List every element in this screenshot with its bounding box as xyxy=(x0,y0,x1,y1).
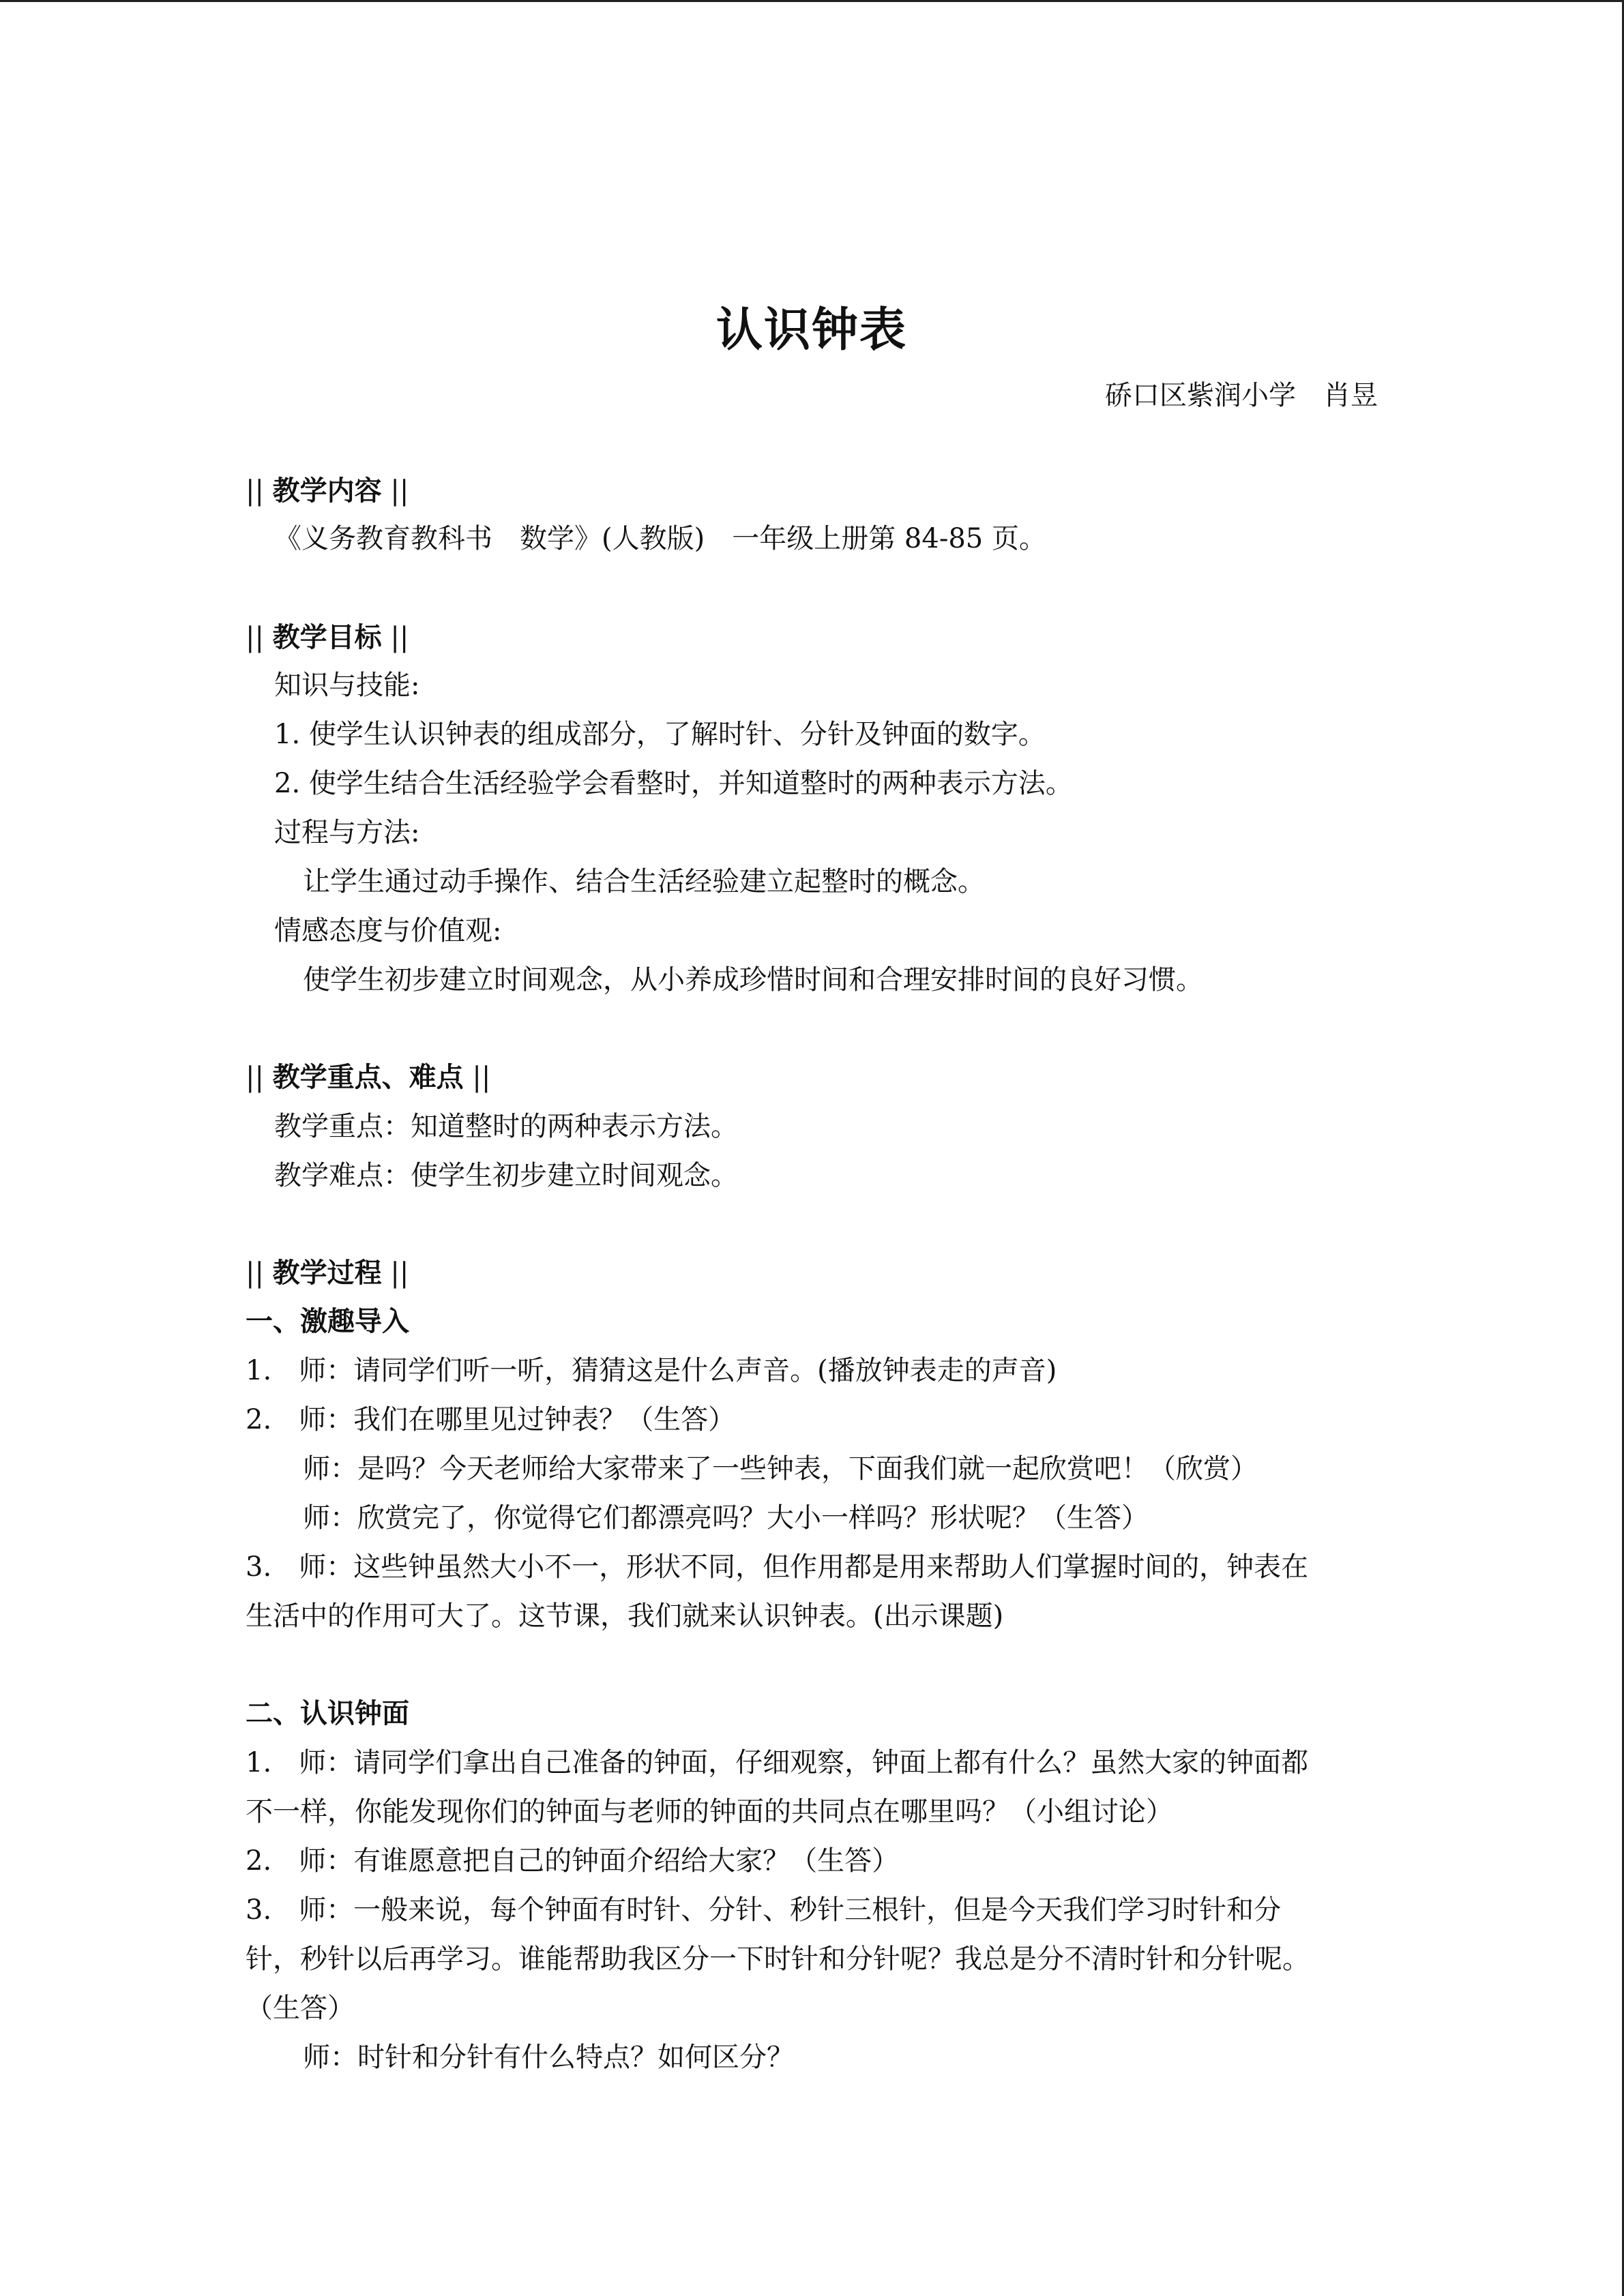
part2-item-3a: 3. 师：一般来说，每个钟面有时针、分针、秒针三根针，但是今天我们学习时针和分 xyxy=(246,1894,1282,1926)
key-point: 教学重点：知道整时的两种表示方法。 xyxy=(274,1111,738,1142)
part1-item-1: 1. 师：请同学们听一听，猜猜这是什么声音。(播放钟表走的声音) xyxy=(246,1355,1057,1386)
emotion-label: 情感态度与价值观: xyxy=(274,915,502,946)
part2-item-3c: （生答） xyxy=(246,1993,355,2024)
part2-item-1a: 1. 师：请同学们拿出自己准备的钟面，仔细观察，钟面上都有什么？虽然大家的钟面都 xyxy=(246,1747,1309,1778)
part2-item-3b: 针，秒针以后再学习。谁能帮助我区分一下时针和分针呢？我总是分不清时针和分针呢。 xyxy=(246,1943,1310,1975)
knowledge-label: 知识与技能: xyxy=(274,670,420,701)
difficulty-point: 教学难点：使学生初步建立时间观念。 xyxy=(274,1160,738,1191)
part1-title: 一、激趣导入 xyxy=(246,1305,409,1337)
part1-item-2b: 师：欣赏完了，你觉得它们都漂亮吗？大小一样吗？形状呢？（生答） xyxy=(303,1502,1149,1534)
author-line: 硚口区紫润小学 肖昱 xyxy=(1105,380,1378,411)
emotion-text: 使学生初步建立时间观念，从小养成珍惜时间和合理安排时间的良好习惯。 xyxy=(303,964,1203,996)
document-title: 认识钟表 xyxy=(715,303,907,357)
part1-item-2a: 师：是吗？今天老师给大家带来了一些钟表，下面我们就一起欣赏吧！（欣赏） xyxy=(303,1453,1258,1485)
section-heading-goals: || 教学目标 || xyxy=(246,621,409,653)
part1-item-2: 2. 师：我们在哪里见过钟表？（生答） xyxy=(246,1404,736,1435)
content-text: 《义务教育教科书 数学》(人教版) 一年级上册第 84-85 页。 xyxy=(274,523,1046,554)
section-heading-label: 教学内容 xyxy=(272,475,382,507)
top-border xyxy=(0,0,1624,2)
section-heading-content: || 教学内容 || xyxy=(246,475,409,507)
section-heading-label: 教学目标 xyxy=(272,621,382,653)
part2-item-2: 2. 师：有谁愿意把自己的钟面介绍给大家？（生答） xyxy=(246,1845,900,1877)
section-heading-process: || 教学过程 || xyxy=(246,1257,409,1289)
knowledge-item-1: 1. 使学生认识钟表的组成部分，了解时针、分针及钟面的数字。 xyxy=(274,719,1046,750)
part1-item-3a: 3. 师：这些钟虽然大小不一，形状不同，但作用都是用来帮助人们掌握时间的，钟表在 xyxy=(246,1551,1309,1583)
process-method-label: 过程与方法: xyxy=(274,817,420,848)
part1-item-3b: 生活中的作用可大了。这节课，我们就来认识钟表。(出示课题) xyxy=(246,1600,1004,1632)
process-method-text: 让学生通过动手操作、结合生活经验建立起整时的概念。 xyxy=(303,866,985,897)
section-heading-label: 教学过程 xyxy=(272,1257,382,1289)
knowledge-item-2: 2. 使学生结合生活经验学会看整时，并知道整时的两种表示方法。 xyxy=(274,768,1073,799)
part2-item-3d: 师：时针和分针有什么特点？如何区分？ xyxy=(303,2042,794,2073)
section-heading-label: 教学重点、难点 xyxy=(272,1061,464,1093)
part2-item-1b: 不一样，你能发现你们的钟面与老师的钟面的共同点在哪里吗？（小组讨论） xyxy=(246,1796,1173,1828)
section-heading-keypoints: || 教学重点、难点 || xyxy=(246,1061,491,1093)
part2-title: 二、认识钟面 xyxy=(246,1697,409,1729)
